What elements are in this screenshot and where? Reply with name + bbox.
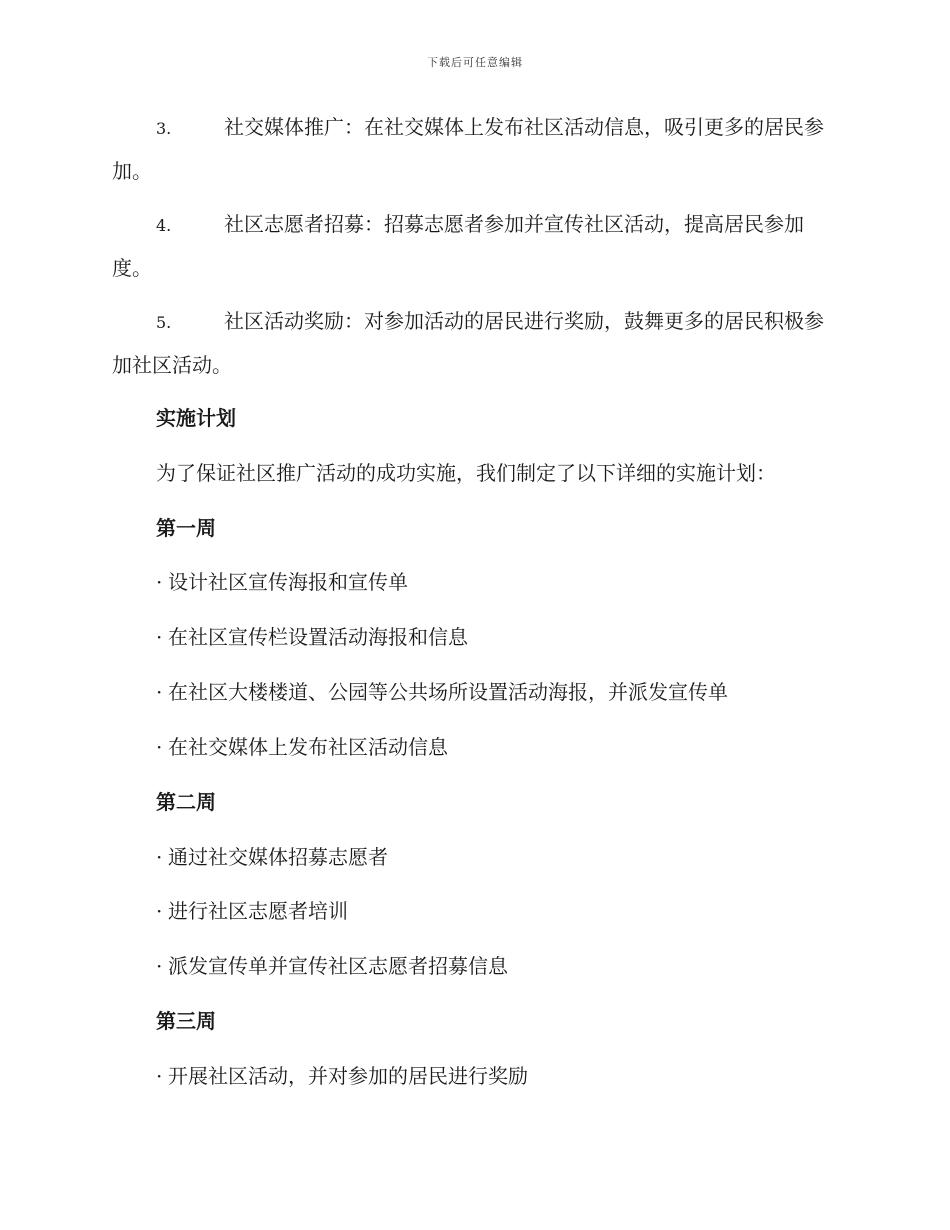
numbered-item-3 <box>112 106 834 193</box>
list-item-text: 在社交媒体上发布社区活动信息 <box>168 735 448 759</box>
bullet-marker: · <box>156 735 163 759</box>
week-3-title: 第三周 <box>156 1009 216 1033</box>
bullet-marker: · <box>156 1064 163 1088</box>
list-item-text: 在社区大楼楼道、公园等公共场所设置活动海报，并派发宣传单 <box>168 680 728 704</box>
bullet-marker: · <box>156 899 163 923</box>
list-item <box>156 678 728 706</box>
item-text: 社区活动奖励：对参加活动的居民进行奖励，鼓舞更多的居民积极参加社区活动。 <box>112 309 824 377</box>
numbered-item-4 <box>112 203 834 290</box>
list-item <box>156 733 448 761</box>
numbered-item-5 <box>112 300 834 387</box>
list-item-text: 开展社区活动，并对参加的居民进行奖励 <box>168 1064 528 1088</box>
list-item-text: 派发宣传单并宣传社区志愿者招募信息 <box>168 954 508 978</box>
bullet-marker: · <box>156 570 163 594</box>
list-item <box>156 897 348 925</box>
list-item-text: 在社区宣传栏设置活动海报和信息 <box>168 625 468 649</box>
list-item-text: 进行社区志愿者培训 <box>168 899 348 923</box>
week-1-title: 第一周 <box>156 516 216 540</box>
item-number: 4. <box>156 216 172 235</box>
list-item <box>156 1062 528 1090</box>
list-item <box>156 623 468 651</box>
intro-paragraph: 为了保证社区推广活动的成功实施，我们制定了以下详细的实施计划： <box>156 461 776 485</box>
list-item <box>156 952 508 980</box>
list-item-text: 设计社区宣传海报和宣传单 <box>168 570 408 594</box>
list-item-text: 通过社交媒体招募志愿者 <box>168 845 388 869</box>
bullet-marker: · <box>156 954 163 978</box>
list-item <box>156 568 408 596</box>
page-header: 下载后可任意编辑 <box>427 56 523 69</box>
item-text: 社交媒体推广：在社交媒体上发布社区活动信息，吸引更多的居民参加。 <box>112 115 824 183</box>
bullet-marker: · <box>156 625 163 649</box>
item-number: 3. <box>156 119 172 138</box>
section-title: 实施计划 <box>156 406 236 430</box>
list-item <box>156 843 388 871</box>
week-2-title: 第二周 <box>156 790 216 814</box>
bullet-marker: · <box>156 845 163 869</box>
bullet-marker: · <box>156 680 163 704</box>
item-number: 5. <box>156 313 172 332</box>
item-text: 社区志愿者招募：招募志愿者参加并宣传社区活动，提高居民参加度。 <box>112 212 804 280</box>
